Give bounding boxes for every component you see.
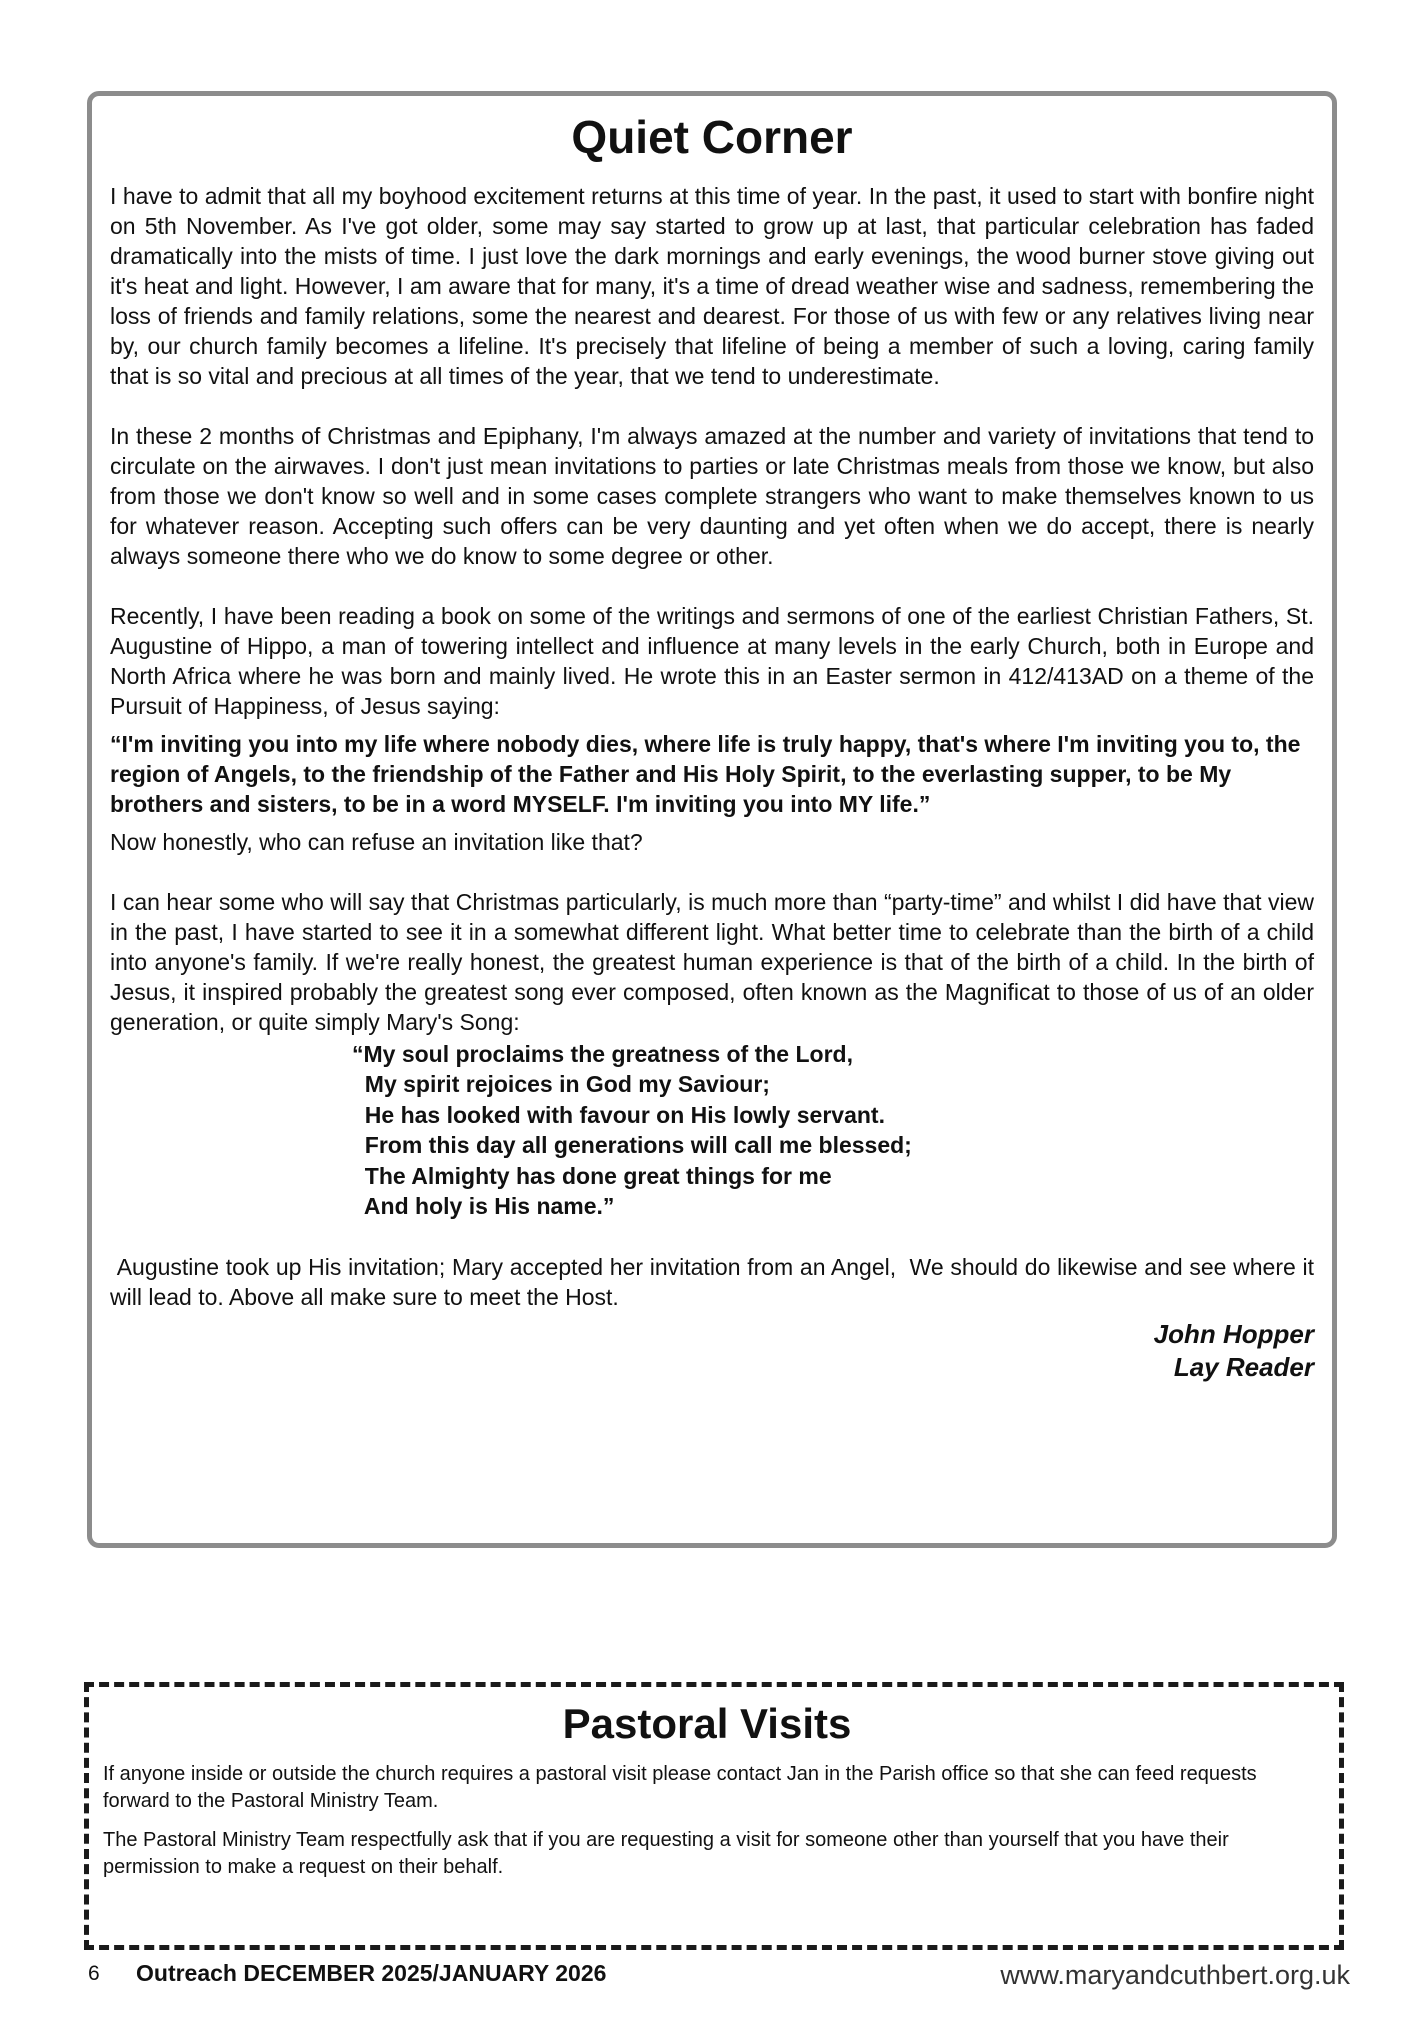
pastoral-paragraph: If anyone inside or outside the church requires a pastoral visit please contact Jan in the Parish office so that she can feed requests forward to the Pastoral Ministry Team.	[103, 1763, 1257, 1813]
song-line: He has looked with favour on His lowly servant.	[352, 1101, 885, 1128]
magnificat-verse	[110, 1039, 1314, 1222]
intro-paragraph: I have to admit that all my boyhood excitement returns at this time of year. In the past, it used to start with bonfire night on 5th November. As I've got older, some may say started to grow up at last, that particular celebration has faded dramatically into the mists of time. I just love the dark mornings and early evenings, the wood burner stove giving out it's heat and light. However, I am aware that for many, it's a time of dread weather wise and sadness, remembering the loss of friends and family relations, some the nearest and dearest. For those of us with few or any relatives living near by, our church family becomes a lifeline. It's precisely that lifeline of being a member of such a loving, caring family that is so vital and precious at all times of the year, that we tend to underestimate.	[110, 182, 1314, 389]
quiet-corner-section	[87, 91, 1337, 1548]
song-line: “My soul proclaims the greatness of the Lord,	[352, 1040, 853, 1067]
augustine-quote: “I'm inviting you into my life where nobody dies, where life is truly happy, that's where I'm inviting you to, the region of Angels, to the friendship of the Father and His Holy Spirit, to the everlasting supper, to be My brothers and sisters, to be in a word MYSELF. I'm inviting you into MY life.”	[110, 730, 1301, 817]
invitations-paragraph: In these 2 months of Christmas and Epiphany, I'm always amazed at the number and variety of invitations that tend to circulate on the airwaves. I don't just mean invitations to parties or late Christmas meals from those we know, but also from those we don't know so well and in some cases complete strangers who want to make themselves known to us for whatever reason. Accepting such offers can be very daunting and yet often when we do accept, there is nearly always someone there who we do know to some degree or other.	[110, 422, 1314, 569]
author-role: Lay Reader	[1173, 1351, 1314, 1382]
after-quote-line: Now honestly, who can refuse an invitation like that?	[110, 828, 643, 855]
song-line: From this day all generations will call me blessed;	[352, 1132, 912, 1159]
signature	[110, 1318, 1314, 1384]
pastoral-paragraph: The Pastoral Ministry Team respectfully ask that if you are requesting a visit for someone other than yourself that you have their permission to make a request on their behalf.	[103, 1829, 1229, 1879]
page-number: 6	[88, 1962, 100, 1985]
website-link[interactable]: www.maryandcuthbert.org.uk	[1000, 1960, 1350, 1990]
pastoral-visits-title: Pastoral Visits	[562, 1700, 852, 1747]
augustine-paragraph: Recently, I have been reading a book on some of the writings and sermons of one of the earliest Christian Fathers, St. Augustine of Hippo, a man of towering intellect and influence at many levels in the early Church, both in Europe and North Africa where he was born and mainly lived. He wrote this in an Easter sermon in 412/413AD on a theme of the Pursuit of Happiness, of Jesus saying:	[110, 602, 1314, 719]
song-line: The Almighty has done great things for me	[352, 1162, 832, 1189]
christmas-paragraph: I can hear some who will say that Christmas particularly, is much more than “party-time” and whilst I did have that view in the past, I have started to see it in a somewhat different light. What better time to celebrate than the birth of a child into anyone's family. If we're really honest, the greatest human experience is that of the birth of a child. In the birth of Jesus, it inspired probably the greatest song ever composed, often known as the Magnificat to those of us of an older generation, or quite simply Mary's Song:	[110, 888, 1314, 1035]
song-line: And holy is His name.”	[352, 1193, 615, 1220]
pastoral-visits-section	[84, 1682, 1344, 1950]
author-name: John Hopper	[1153, 1318, 1314, 1349]
closing-paragraph: Augustine took up His invitation; Mary accepted her invitation from an Angel, We should do likewise and see where it will lead to. Above all make sure to meet the Host.	[110, 1253, 1321, 1310]
song-line: My spirit rejoices in God my Saviour;	[352, 1071, 770, 1098]
page-footer	[88, 1958, 1350, 1988]
publication-title: Outreach DECEMBER 2025/JANUARY 2026	[136, 1960, 607, 1986]
quiet-corner-title: Quiet Corner	[571, 111, 853, 163]
